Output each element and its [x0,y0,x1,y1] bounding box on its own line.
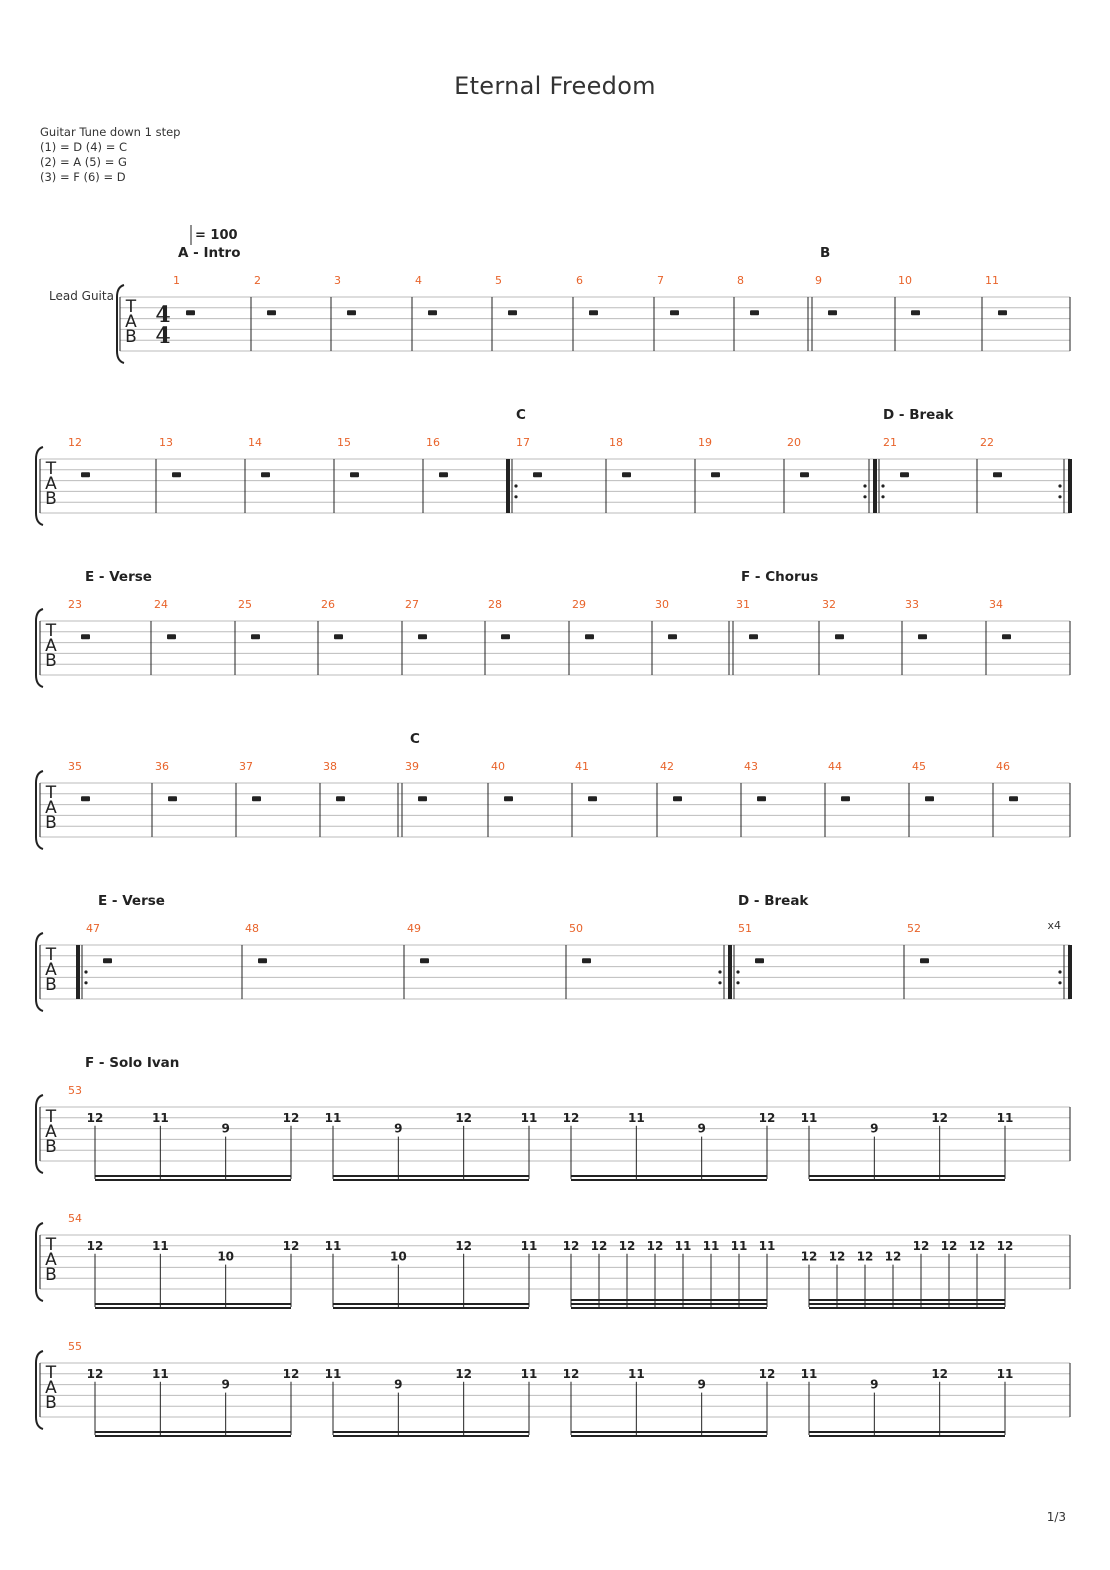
measure-number: 49 [407,922,421,935]
fret-number: 12 [931,1110,949,1125]
fret-number: 11 [627,1366,645,1381]
whole-rest [418,634,427,639]
tab-letter: T [45,1235,57,1255]
fret-number: 9 [697,1377,706,1392]
fret-number: 12 [618,1238,636,1253]
whole-rest [167,634,176,639]
whole-rest [103,958,112,963]
fret-number: 12 [86,1110,104,1125]
measure-number: 54 [68,1212,82,1225]
repeat-dot [84,981,87,984]
fret-number: 9 [394,1121,403,1136]
fret-number: 12 [562,1110,580,1125]
whole-rest [670,310,679,315]
measure-number: 40 [491,760,505,773]
repeat-dot [1058,495,1061,498]
whole-rest [622,472,631,477]
note-beam [95,1307,291,1309]
fret-number: 12 [940,1238,958,1253]
note-beam [571,1299,767,1301]
measure-number: 35 [68,760,82,773]
whole-rest [504,796,513,801]
fret-number: 12 [856,1249,874,1264]
tab-letter: T [45,1107,57,1127]
fret-number: 11 [520,1238,538,1253]
time-signature-top: 4 [155,302,171,328]
note-beam [809,1303,1005,1305]
note-beam [571,1175,767,1177]
whole-rest [585,634,594,639]
song-title: Eternal Freedom [454,72,656,100]
tab-letter: B [45,651,57,671]
whole-rest [757,796,766,801]
section-label: D - Break [738,893,809,909]
section-label: A - Intro [178,245,241,261]
measure-number: 17 [516,436,530,449]
whole-rest [668,634,677,639]
tab-letter: B [45,975,57,995]
measure-number: 15 [337,436,351,449]
fret-number: 12 [455,1238,473,1253]
note-beam [95,1431,291,1433]
measure-number: 30 [655,598,669,611]
tab-letter: T [45,621,57,641]
measure-number: 44 [828,760,842,773]
measure-number: 25 [238,598,252,611]
tempo-marking: = 100 [195,228,238,243]
whole-rest [420,958,429,963]
measure-number: 23 [68,598,82,611]
measure-number: 36 [155,760,169,773]
note-beam [809,1175,1005,1177]
tab-letter: B [125,327,137,347]
fret-number: 10 [389,1249,407,1264]
measure-number: 13 [159,436,173,449]
whole-rest [911,310,920,315]
fret-number: 12 [282,1366,300,1381]
fret-number: 12 [758,1110,776,1125]
tab-letter: T [45,783,57,803]
measure-number: 37 [239,760,253,773]
fret-number: 11 [627,1110,645,1125]
whole-rest [589,310,598,315]
tab-letter: A [45,960,57,980]
note-beam [571,1431,767,1433]
repeat-start-thick [76,945,80,999]
fret-number: 9 [870,1377,879,1392]
measure-number: 31 [736,598,750,611]
measure-number: 8 [737,274,744,287]
fret-number: 12 [86,1238,104,1253]
repeat-dot [863,495,866,498]
repeat-dot [84,970,87,973]
whole-rest [673,796,682,801]
whole-rest [711,472,720,477]
measure-number: 34 [989,598,1003,611]
whole-rest [841,796,850,801]
fret-number: 12 [562,1238,580,1253]
note-beam [809,1431,1005,1433]
whole-rest [828,310,837,315]
tab-letter: T [45,1363,57,1383]
whole-rest [533,472,542,477]
fret-number: 12 [800,1249,818,1264]
measure-number: 9 [815,274,822,287]
note-beam [95,1435,291,1437]
tab-letter: A [45,798,57,818]
tab-letter: T [125,297,137,317]
measure-number: 10 [898,274,912,287]
whole-rest [81,796,90,801]
whole-rest [261,472,270,477]
whole-rest [428,310,437,315]
measure-number: 14 [248,436,262,449]
repeat-end-thick [1068,459,1072,513]
whole-rest [172,472,181,477]
whole-rest [920,958,929,963]
whole-rest [508,310,517,315]
repeat-end-thick [1068,945,1072,999]
fret-number: 12 [912,1238,930,1253]
whole-rest [993,472,1002,477]
tab-letter: A [45,474,57,494]
note-beam [571,1303,767,1305]
note-beam [571,1307,767,1309]
section-label: F - Solo Ivan [85,1055,180,1071]
whole-rest [835,634,844,639]
whole-rest [900,472,909,477]
measure-number: 55 [68,1340,82,1353]
measure-number: 7 [657,274,664,287]
note-beam [809,1299,1005,1301]
repeat-dot [718,981,721,984]
measure-number: 51 [738,922,752,935]
tab-letter: B [45,489,57,509]
note-beam [333,1303,529,1305]
measure-number: 4 [415,274,422,287]
fret-number: 9 [221,1377,230,1392]
measure-number: 1 [173,274,180,287]
repeat-dot [718,970,721,973]
measure-number: 11 [985,274,999,287]
fret-number: 11 [151,1110,169,1125]
whole-rest [750,310,759,315]
fret-number: 11 [151,1366,169,1381]
note-beam [333,1431,529,1433]
measure-number: 5 [495,274,502,287]
whole-rest [582,958,591,963]
measure-number: 47 [86,922,100,935]
repeat-dot [863,484,866,487]
fret-number: 12 [996,1238,1014,1253]
repeat-dot [1058,981,1061,984]
fret-number: 11 [702,1238,720,1253]
measure-number: 48 [245,922,259,935]
fret-number: 11 [730,1238,748,1253]
fret-number: 9 [870,1121,879,1136]
whole-rest [347,310,356,315]
fret-number: 12 [455,1110,473,1125]
tab-letter: T [45,459,57,479]
fret-number: 11 [758,1238,776,1253]
repeat-dot [514,495,517,498]
tab-letter: A [45,1250,57,1270]
whole-rest [186,310,195,315]
tab-letter: A [45,636,57,656]
fret-number: 10 [217,1249,235,1264]
note-beam [95,1179,291,1181]
measure-number: 46 [996,760,1010,773]
tab-letter: B [45,813,57,833]
measure-number: 18 [609,436,623,449]
measure-number: 33 [905,598,919,611]
whole-rest [258,958,267,963]
whole-rest [925,796,934,801]
repeat-dot [881,484,884,487]
whole-rest [336,796,345,801]
note-beam [333,1435,529,1437]
whole-rest [1009,796,1018,801]
whole-rest [81,472,90,477]
whole-rest [588,796,597,801]
measure-number: 43 [744,760,758,773]
fret-number: 9 [697,1121,706,1136]
tab-letter: T [45,945,57,965]
tab-letter: A [45,1122,57,1142]
whole-rest [1002,634,1011,639]
measure-number: 2 [254,274,261,287]
measure-number: 12 [68,436,82,449]
repeat-dot [881,495,884,498]
time-signature-bottom: 4 [155,323,171,349]
fret-number: 12 [562,1366,580,1381]
repeat-start-thick [728,945,732,999]
section-label: F - Chorus [741,569,819,585]
fret-number: 11 [324,1238,342,1253]
fret-number: 11 [996,1366,1014,1381]
note-beam [95,1303,291,1305]
whole-rest [81,634,90,639]
fret-number: 11 [520,1110,538,1125]
whole-rest [334,634,343,639]
tuning-line: (2) = A (5) = G [40,155,127,169]
fret-number: 12 [455,1366,473,1381]
measure-number: 6 [576,274,583,287]
fret-number: 11 [520,1366,538,1381]
measure-number: 41 [575,760,589,773]
note-beam [333,1307,529,1309]
repeat-start-thick [873,459,877,513]
repeat-dot [1058,970,1061,973]
note-beam [809,1435,1005,1437]
whole-rest [755,958,764,963]
measure-number: 3 [334,274,341,287]
measure-number: 20 [787,436,801,449]
repeat-dot [736,981,739,984]
note-beam [571,1179,767,1181]
measure-number: 29 [572,598,586,611]
measure-number: 24 [154,598,168,611]
fret-number: 9 [221,1121,230,1136]
whole-rest [267,310,276,315]
fret-number: 12 [931,1366,949,1381]
whole-rest [918,634,927,639]
measure-number: 53 [68,1084,82,1097]
fret-number: 12 [86,1366,104,1381]
fret-number: 11 [996,1110,1014,1125]
section-label: E - Verse [85,569,152,585]
tuning-line: (1) = D (4) = C [40,140,128,154]
whole-rest [501,634,510,639]
fret-number: 12 [758,1366,776,1381]
note-beam [333,1179,529,1181]
fret-number: 11 [151,1238,169,1253]
fret-number: 12 [828,1249,846,1264]
whole-rest [252,796,261,801]
measure-number: 42 [660,760,674,773]
tab-letter: A [125,312,137,332]
fret-number: 12 [282,1110,300,1125]
measure-number: 45 [912,760,926,773]
measure-number: 28 [488,598,502,611]
measure-number: 38 [323,760,337,773]
repeat-dot [1058,484,1061,487]
note-beam [809,1179,1005,1181]
section-label: D - Break [883,407,954,423]
measure-number: 19 [698,436,712,449]
note-beam [95,1175,291,1177]
repeat-start-thick [506,459,510,513]
fret-number: 12 [968,1238,986,1253]
measure-number: 52 [907,922,921,935]
whole-rest [251,634,260,639]
whole-rest [439,472,448,477]
measure-number: 27 [405,598,419,611]
tab-letter: A [45,1378,57,1398]
fret-number: 12 [884,1249,902,1264]
whole-rest [350,472,359,477]
tab-letter: B [45,1265,57,1285]
section-label: C [516,407,526,423]
whole-rest [800,472,809,477]
tuning-line: (3) = F (6) = D [40,170,126,184]
fret-number: 11 [800,1110,818,1125]
whole-rest [749,634,758,639]
page-number: 1/3 [1046,1510,1066,1524]
instrument-name: Lead Guita [49,289,114,303]
measure-number: 22 [980,436,994,449]
repeat-dot [514,484,517,487]
measure-number: 16 [426,436,440,449]
tuning-heading: Guitar Tune down 1 step [40,125,181,139]
tab-letter: B [45,1393,57,1413]
fret-number: 11 [324,1366,342,1381]
fret-number: 11 [674,1238,692,1253]
fret-number: 11 [324,1110,342,1125]
section-label: B [820,245,831,261]
section-label: E - Verse [98,893,165,909]
measure-number: 26 [321,598,335,611]
whole-rest [998,310,1007,315]
measure-number: 50 [569,922,583,935]
note-beam [809,1307,1005,1309]
whole-rest [418,796,427,801]
measure-number: 21 [883,436,897,449]
fret-number: 12 [590,1238,608,1253]
section-label: C [410,731,420,747]
tab-letter: B [45,1137,57,1157]
fret-number: 9 [394,1377,403,1392]
note-beam [571,1435,767,1437]
repeat-dot [736,970,739,973]
whole-rest [168,796,177,801]
repeat-count: x4 [1047,919,1061,932]
note-beam [333,1175,529,1177]
measure-number: 39 [405,760,419,773]
fret-number: 12 [646,1238,664,1253]
fret-number: 11 [800,1366,818,1381]
fret-number: 12 [282,1238,300,1253]
measure-number: 32 [822,598,836,611]
